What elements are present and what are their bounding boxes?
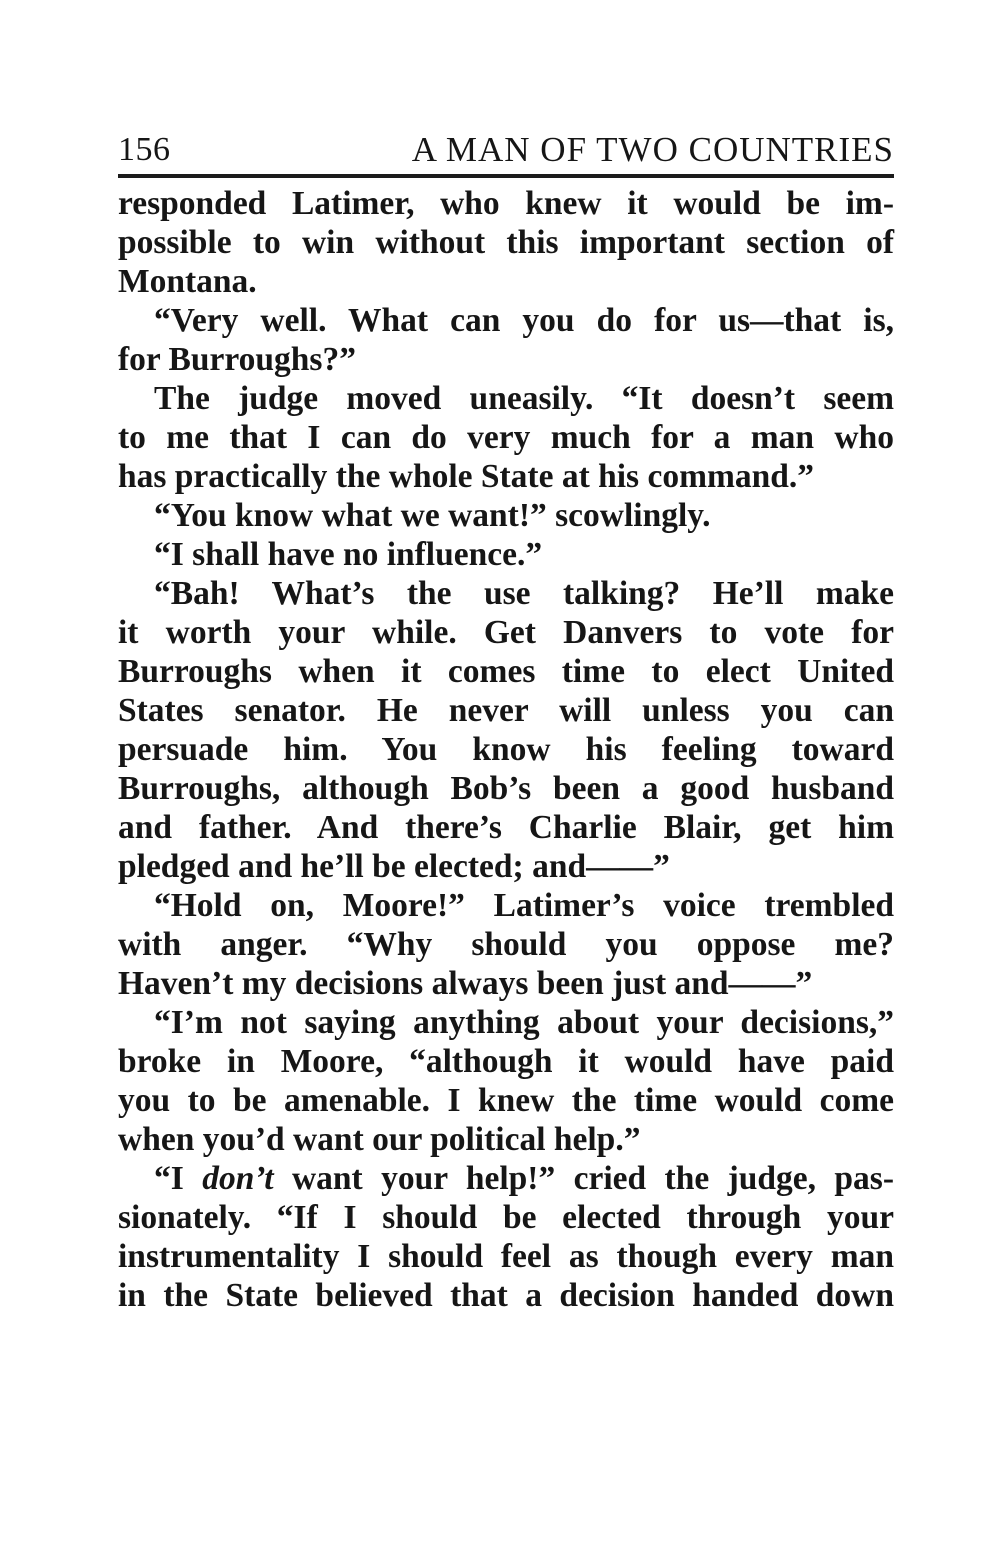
book-page — [118, 128, 894, 1315]
text-line: Burroughs, although Bob’s been a good husband — [118, 770, 894, 807]
text-line: “I shall have no influence.” — [154, 536, 543, 573]
text-line: and father. And there’s Charlie Blair, get him — [118, 809, 894, 846]
text-line: it worth your while. Get Danvers to vote for — [118, 614, 894, 651]
text-line: in the State believed that a decision handed down — [118, 1277, 894, 1314]
running-title: A MAN OF TWO COUNTRIES — [411, 130, 894, 169]
text-line: broke in Moore, “although it would have paid — [118, 1043, 894, 1080]
text-line: “Hold on, Moore!” Latimer’s voice trembled — [154, 887, 894, 924]
text-line: pledged and he’ll be elected; and——” — [118, 848, 670, 885]
text-line: States senator. He never will unless you can — [118, 692, 894, 729]
text-fragment: want your help!” cried the judge, pas- — [273, 1160, 894, 1197]
text-line: The judge moved uneasily. “It doesn’t seem — [154, 380, 894, 417]
text-line: to me that I can do very much for a man who — [118, 419, 894, 456]
text-line: “You know what we want!” scowlingly. — [154, 497, 711, 534]
text-line: Montana. — [118, 263, 257, 300]
text-line: Burroughs when it comes time to elect United — [118, 653, 894, 690]
text-line: “Bah! What’s the use talking? He’ll make — [154, 575, 894, 612]
header-rule — [118, 174, 894, 178]
running-header — [118, 128, 894, 172]
text-line: possible to win without this important section of — [118, 224, 894, 261]
text-line: for Burroughs?” — [118, 341, 356, 378]
text-line: responded Latimer, who knew it would be im- — [118, 185, 894, 222]
emphasis-text: don’t — [202, 1160, 274, 1197]
text-fragment: “I — [154, 1160, 203, 1197]
text-line: “Very well. What can you do for us—that is, — [154, 302, 894, 339]
text-line — [118, 1159, 894, 1198]
text-line: you to be amenable. I knew the time would come — [118, 1082, 894, 1119]
body-text — [118, 184, 894, 1315]
text-line: when you’d want our political help.” — [118, 1121, 641, 1158]
text-line: instrumentality I should feel as though every man — [118, 1238, 894, 1275]
text-line: with anger. “Why should you oppose me? — [118, 926, 894, 963]
text-line: sionately. “If I should be elected through your — [118, 1199, 894, 1236]
text-line: Haven’t my decisions always been just and——” — [118, 965, 813, 1002]
text-line: “I’m not saying anything about your decisions,” — [154, 1004, 894, 1041]
text-line: persuade him. You know his feeling toward — [118, 731, 894, 768]
page-number: 156 — [118, 131, 171, 168]
text-line: has practically the whole State at his command.” — [118, 458, 815, 495]
